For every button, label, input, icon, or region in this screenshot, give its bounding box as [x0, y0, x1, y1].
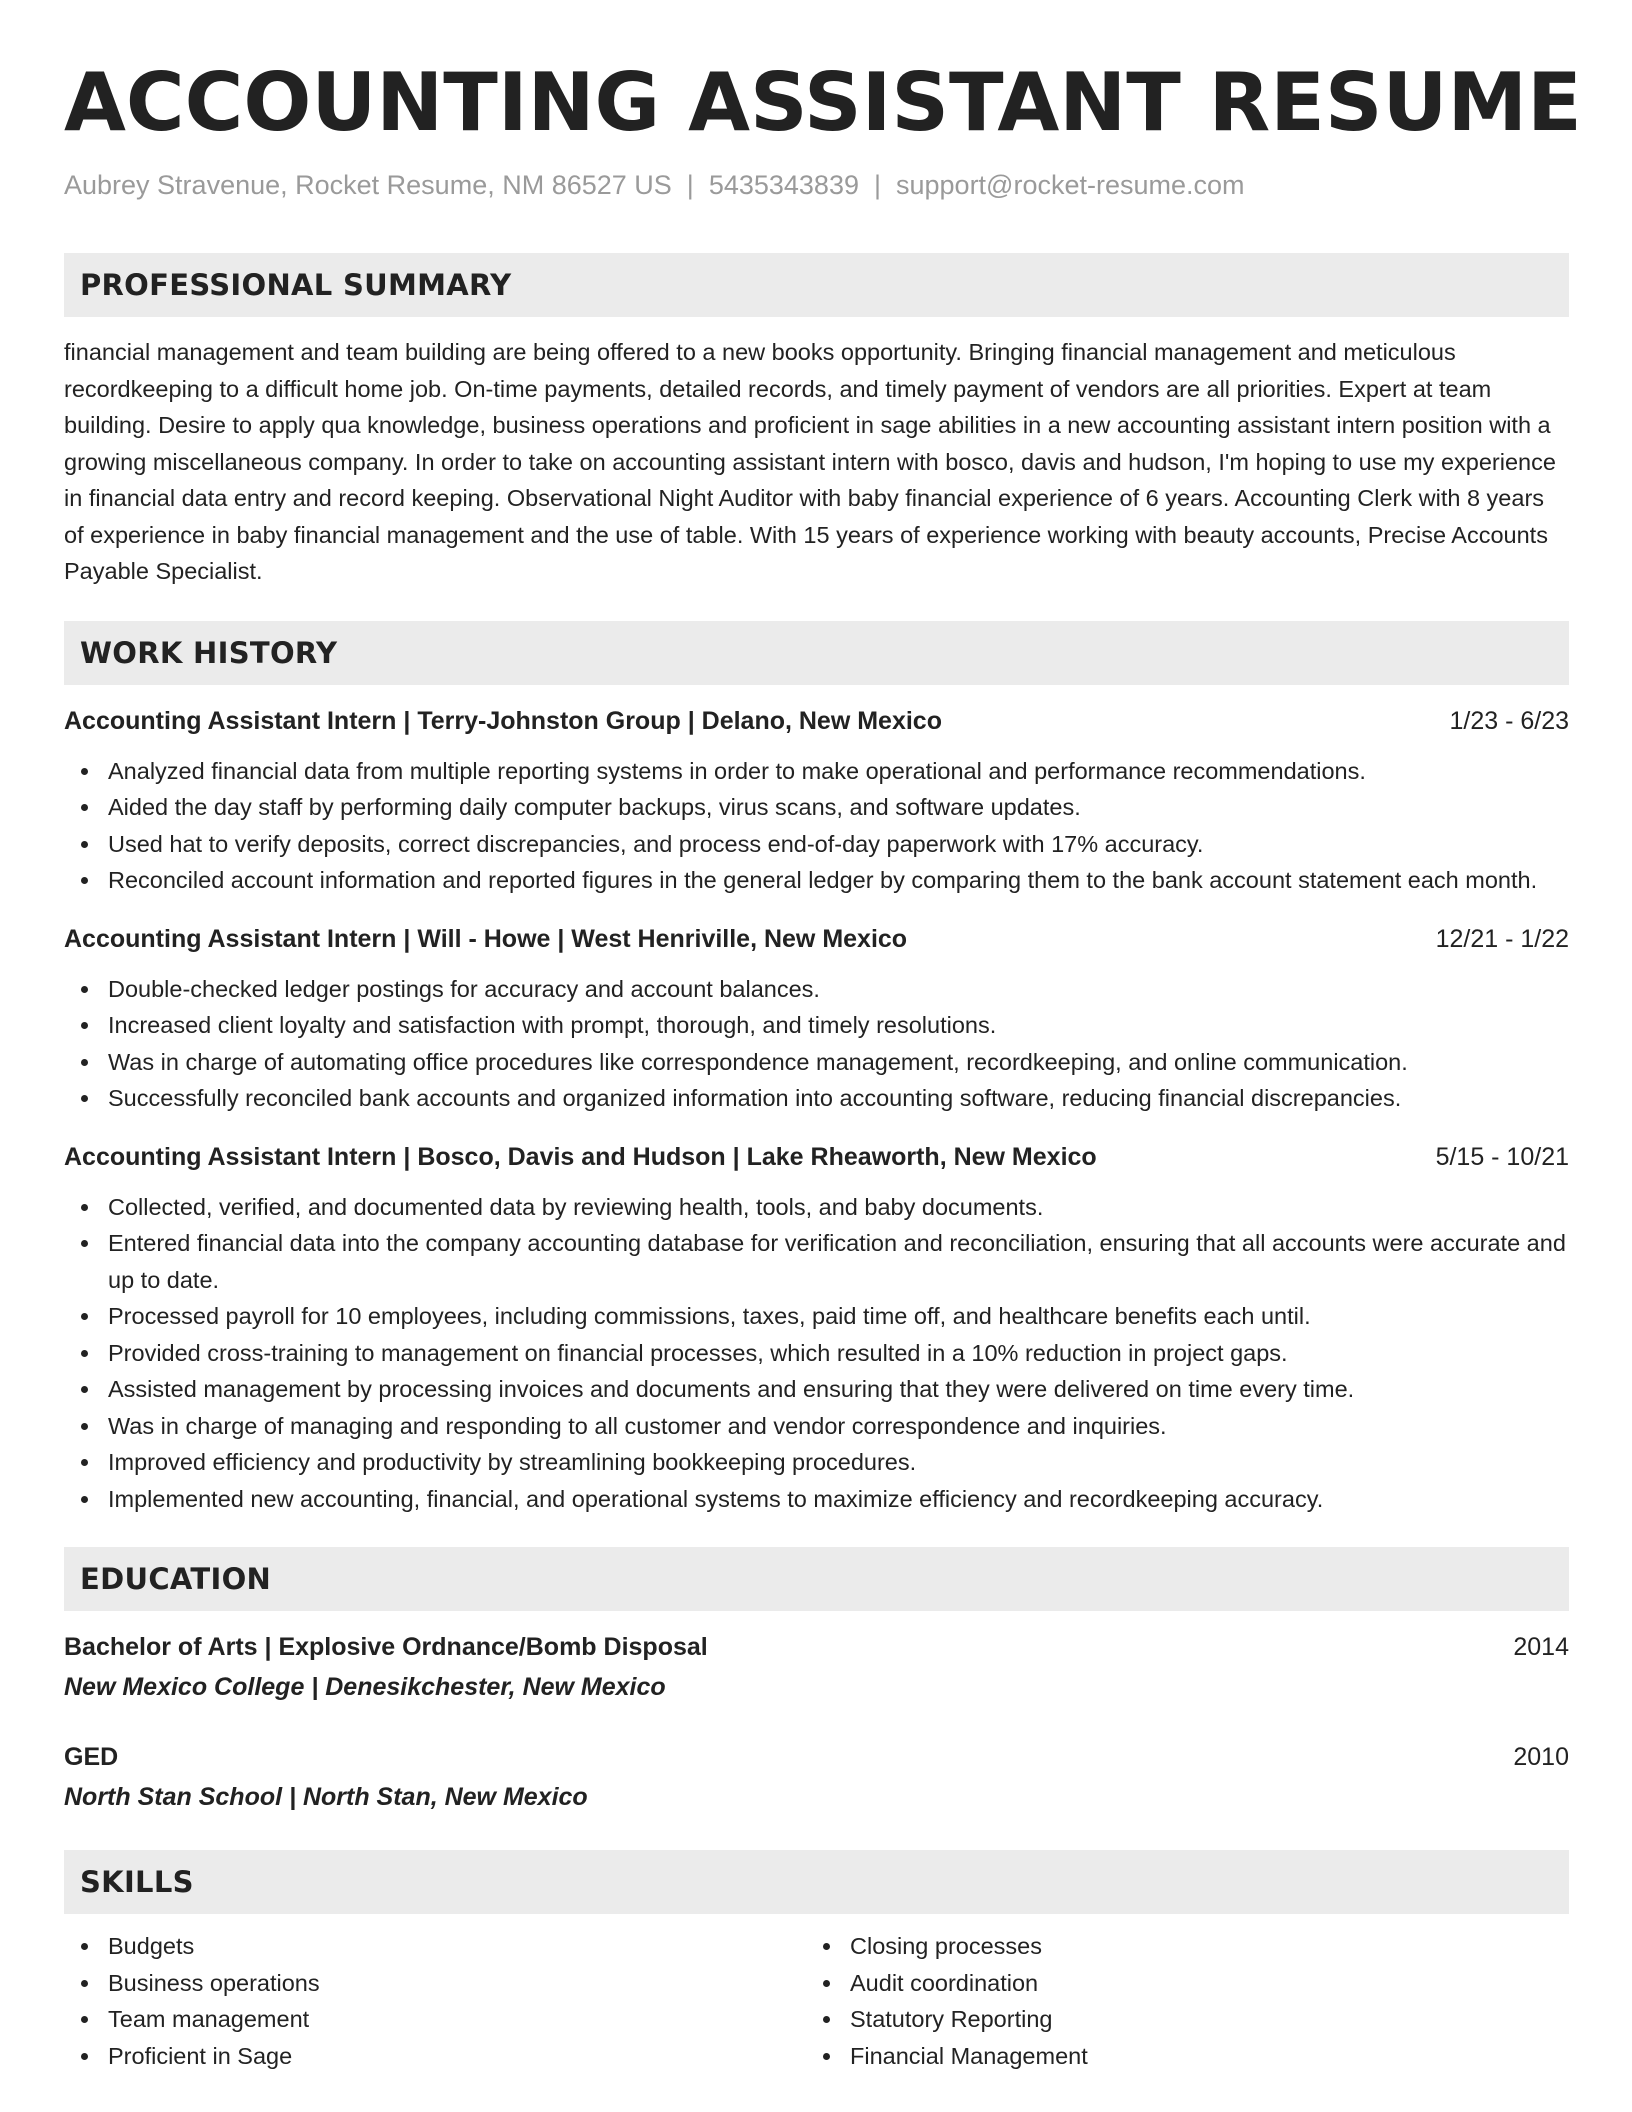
job-entry [64, 921, 1569, 1117]
job-bullet: Analyzed financial data from multiple reporting systems in order to make operational and performance recommendations. [108, 753, 1569, 790]
skill-item: Budgets [108, 1928, 806, 1965]
section-header-work-history: WORK HISTORY [64, 621, 1569, 685]
job-dates: 12/21 - 1/22 [1435, 924, 1569, 953]
contact-email: support@rocket-resume.com [896, 170, 1245, 200]
job-header [64, 921, 1569, 957]
skills-column-right [806, 1928, 1548, 2074]
education-header [64, 1629, 1569, 1665]
job-title: Accounting Assistant Intern | Bosco, Davis and Hudson | Lake Rheaworth, New Mexico [64, 1142, 1097, 1171]
job-bullet: Used hat to verify deposits, correct discrepancies, and process end-of-day paperwork with 17% accuracy. [108, 826, 1569, 863]
job-bullet: Reconciled account information and reported figures in the general ledger by comparing them to the bank account statement each month. [108, 862, 1569, 899]
job-entry [64, 1139, 1569, 1518]
job-bullet: Provided cross-training to management on financial processes, which resulted in a 10% reduction in project gaps. [108, 1335, 1569, 1372]
education-year: 2014 [1513, 1633, 1569, 1661]
skill-item: Statutory Reporting [850, 2001, 1548, 2038]
job-bullet: Increased client loyalty and satisfaction with prompt, thorough, and timely resolutions. [108, 1007, 1569, 1044]
job-header [64, 703, 1569, 739]
skills-grid [64, 1928, 1569, 2074]
job-bullets [64, 753, 1569, 899]
skill-item: Financial Management [850, 2038, 1548, 2075]
contact-phone: 5435343839 [708, 170, 859, 200]
education-entry [64, 1739, 1569, 1815]
job-bullet: Was in charge of managing and responding to all customer and vendor correspondence and inquiries. [108, 1408, 1569, 1445]
contact-separator: | [686, 170, 694, 200]
education-school: New Mexico College | Denesikchester, New Mexico [64, 1673, 666, 1701]
contact-line [64, 168, 1569, 202]
job-entry [64, 703, 1569, 899]
resume-title: ACCOUNTING ASSISTANT RESUME [64, 56, 1582, 149]
resume-page [64, 0, 1582, 2074]
job-bullet: Assisted management by processing invoices and documents and ensuring that they were delivered on time every time. [108, 1371, 1569, 1408]
skills-list [64, 1928, 806, 2074]
job-bullet: Improved efficiency and productivity by streamlining bookkeeping procedures. [108, 1444, 1569, 1481]
job-header [64, 1139, 1569, 1175]
job-title: Accounting Assistant Intern | Will - Howe | West Henriville, New Mexico [64, 924, 908, 953]
education-entry [64, 1629, 1569, 1705]
job-dates: 5/15 - 10/21 [1435, 1142, 1569, 1171]
skills-column-left [64, 1928, 806, 2074]
section-header-summary: PROFESSIONAL SUMMARY [64, 253, 1569, 317]
job-bullet: Processed payroll for 10 employees, including commissions, taxes, paid time off, and healthcare benefits each until. [108, 1298, 1569, 1335]
job-bullet: Aided the day staff by performing daily computer backups, virus scans, and software updates. [108, 789, 1569, 826]
skill-item: Closing processes [850, 1928, 1548, 1965]
skill-item: Audit coordination [850, 1965, 1548, 2002]
section-header-skills: SKILLS [64, 1850, 1569, 1914]
education-school: North Stan School | North Stan, New Mexico [64, 1783, 588, 1811]
education-year: 2010 [1513, 1743, 1569, 1771]
job-dates: 1/23 - 6/23 [1449, 706, 1569, 735]
education-header [64, 1739, 1569, 1775]
job-bullet: Implemented new accounting, financial, and operational systems to maximize efficiency and recordkeeping accuracy. [108, 1481, 1569, 1518]
job-bullets [64, 971, 1569, 1117]
skill-item: Proficient in Sage [108, 2038, 806, 2075]
section-header-education: EDUCATION [64, 1547, 1569, 1611]
job-bullets [64, 1189, 1569, 1518]
job-bullet: Entered financial data into the company accounting database for verification and reconciliation, ensuring that all accounts were accurate and up to date. [108, 1225, 1569, 1298]
summary-text: financial management and team building are being offered to a new books opportunity. Bringing financial management and meticulous recordkeeping to a difficult home job. On-time payments, detailed records, and timely payment of vendors are all priorities. Expert at team building. Desire to apply qua knowledge, business operations and proficient in sage abilities in a new accounting assistant intern position with a growing miscellaneous company. In order to take on accounting assistant intern with bosco, davis and hudson, I'm hoping to use my experience in financial data entry and record keeping. Observational Night Auditor with baby financial experience of 6 years. Accounting Clerk with 8 years of experience in baby financial management and the use of table. With 15 years of experience working with beauty accounts, Precise Accounts Payable Specialist. [64, 339, 1556, 584]
education-degree: GED [64, 1743, 119, 1771]
education-degree: Bachelor of Arts | Explosive Ordnance/Bomb Disposal [64, 1633, 708, 1661]
skills-list [806, 1928, 1548, 2074]
job-bullet: Collected, verified, and documented data by reviewing health, tools, and baby documents. [108, 1189, 1569, 1226]
skill-item: Team management [108, 2001, 806, 2038]
contact-separator: | [873, 170, 881, 200]
contact-address: Aubrey Stravenue, Rocket Resume, NM 86527 US [64, 170, 672, 200]
job-title: Accounting Assistant Intern | Terry-Johnston Group | Delano, New Mexico [64, 706, 942, 735]
skill-item: Business operations [108, 1965, 806, 2002]
job-bullet: Double-checked ledger postings for accuracy and account balances. [108, 971, 1569, 1008]
job-bullet: Successfully reconciled bank accounts and organized information into accounting software, reducing financial discrepancies. [108, 1080, 1569, 1117]
job-bullet: Was in charge of automating office procedures like correspondence management, recordkeeping, and online communication. [108, 1044, 1569, 1081]
